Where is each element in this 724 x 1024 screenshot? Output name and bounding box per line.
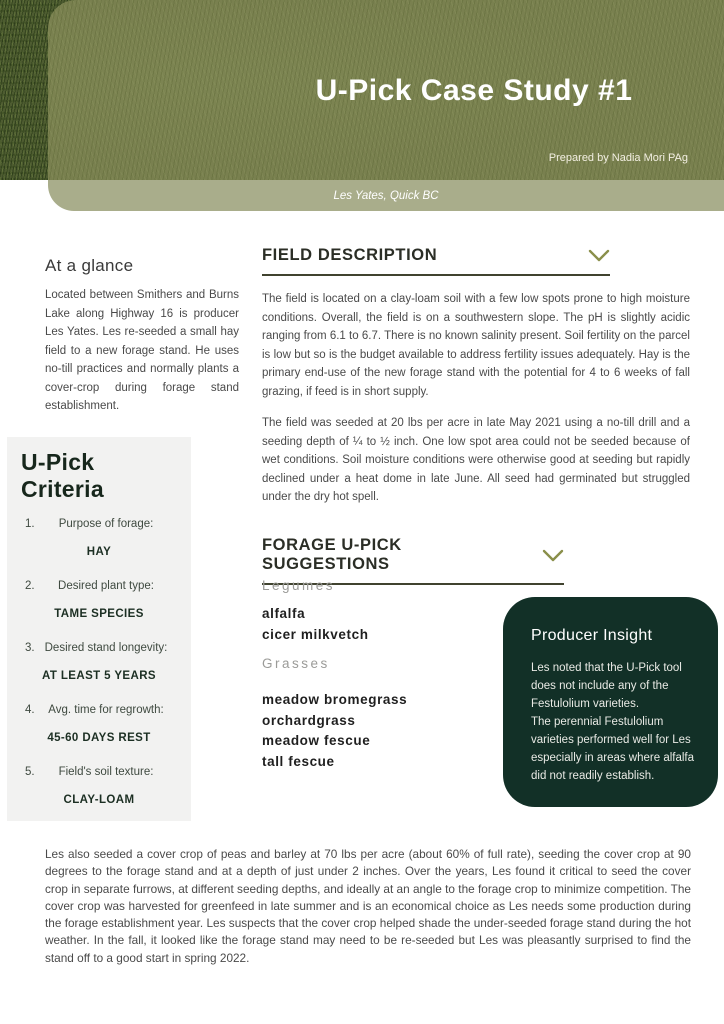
at-a-glance-text: Located between Smithers and Burns Lake along Highway 16 is producer Les Yates. Les re-seeded a small hay field to a new forage stand. He uses no-till practices and normally plants a cover-crop during forage stand establishment. [45,289,239,412]
species-item: meadow bromegrass [262,692,408,707]
upick-criteria-panel [7,437,191,821]
species-item: orchardgrass [262,712,356,728]
criteria-item-value: CLAY-LOAM [63,794,135,806]
criteria-item-label: 3. Desired stand longevity: [25,642,168,654]
producer-insight-heading: Producer Insight [531,627,653,644]
cover-crop-paragraph: Les also seeded a cover crop of peas and barley at 70 lbs per acre (about 60% of full rate), seeding the cover crop at 90 degrees to the forage stand and at a depth of just under 2 inches. Over the years, Les found it critical to seed the cover crop in separate furrows, at different seeding depths, and ideally at an angle to the forage crop to minimize competition. The cover crop was harvested for greenfeed in late summer and is an economical choice as Les needs some production during the forage establishment year. Les suspects that the cover crop helped shade the under-seeded forage stand during the hot weather. In the fall, it looked like the forage stand may need to be re-seeded but Les was pleasantly surprised to find the stand off to a good start in spring 2022. [45,847,691,965]
chevron-down-icon[interactable] [588,249,610,262]
criteria-item-label: 1. Purpose of forage: [25,518,154,530]
producer-banner [48,180,724,211]
criteria-item-number: 5. [25,766,35,778]
species-item: cicer milkvetch [262,626,369,642]
grasses-list [262,690,407,772]
criteria-item-value: 45-60 DAYS REST [47,732,151,744]
at-a-glance-heading: At a glance [45,256,134,275]
species-item: meadow fescue [262,733,371,748]
producer-insight-callout [503,597,718,807]
producer-insight-text-2: The perennial Festulolium varieties performed well for Les especially in areas where alfalfa did not readily establish. [531,716,695,782]
legumes-group-label: Legumes [262,578,336,593]
criteria-item-value: AT LEAST 5 YEARS [42,670,156,682]
criteria-item-value: TAME SPECIES [54,608,144,620]
criteria-item-number: 4. [25,704,35,716]
criteria-item-label: 4. Avg. time for regrowth: [25,704,164,716]
criteria-item-label: 2. Desired plant type: [25,580,154,592]
species-item: alfalfa [262,606,306,621]
criteria-item-number: 2. [25,580,35,592]
grasses-group-label: Grasses [262,656,330,671]
criteria-item-value: HAY [86,546,112,558]
header-photo-panel [48,0,724,180]
upick-criteria-heading: U-Pick Criteria [21,449,104,502]
species-item: tall fescue [262,753,335,769]
page-title: U-Pick Case Study #1 [315,74,633,107]
chevron-down-icon[interactable] [542,549,564,562]
criteria-item-number: 3. [25,642,35,654]
field-description-paragraph-1: The field is located on a clay-loam soil with a few low spots prone to high moisture conditions. Overall, the field is on a southwestern slope. The pH is slightly acidic ranging from 6.1 to 6.7. There is no known salinity present. Soil fertility on the parcel is low but so is the budget available to address fertility issues adequately. Hay is the primary end-use of the new forage stand with the potential for 4 to 6 weeks of fall grazing, if feed is in short supply. [262,293,690,398]
legumes-list [262,604,369,645]
field-description-header [262,246,610,276]
criteria-item-number: 1. [25,518,35,530]
forage-suggestions-heading: FORAGE U-PICK SUGGESTIONS [262,536,402,573]
field-description-heading: FIELD DESCRIPTION [262,246,438,264]
prepared-by-text: Prepared by Nadia Mori PAg [548,152,688,164]
producer-insight-text-1: Les noted that the U-Pick tool does not include any of the Festulolium varieties. [531,662,682,710]
banner-text: Les Yates, Quick BC [333,189,439,202]
criteria-item-label: 5. Field's soil texture: [25,766,154,778]
field-description-paragraph-2: The field was seeded at 20 lbs per acre in late May 2021 using a no-till drill and a seeding depth of ¼ to ½ inch. One low spot area could not be seeded because of wet conditions. Soil moisture conditions were otherwise good at seeding but rapidly declined under a heat dome in late June. All seed had germinated but struggled under the dry hot spell. [262,417,690,504]
